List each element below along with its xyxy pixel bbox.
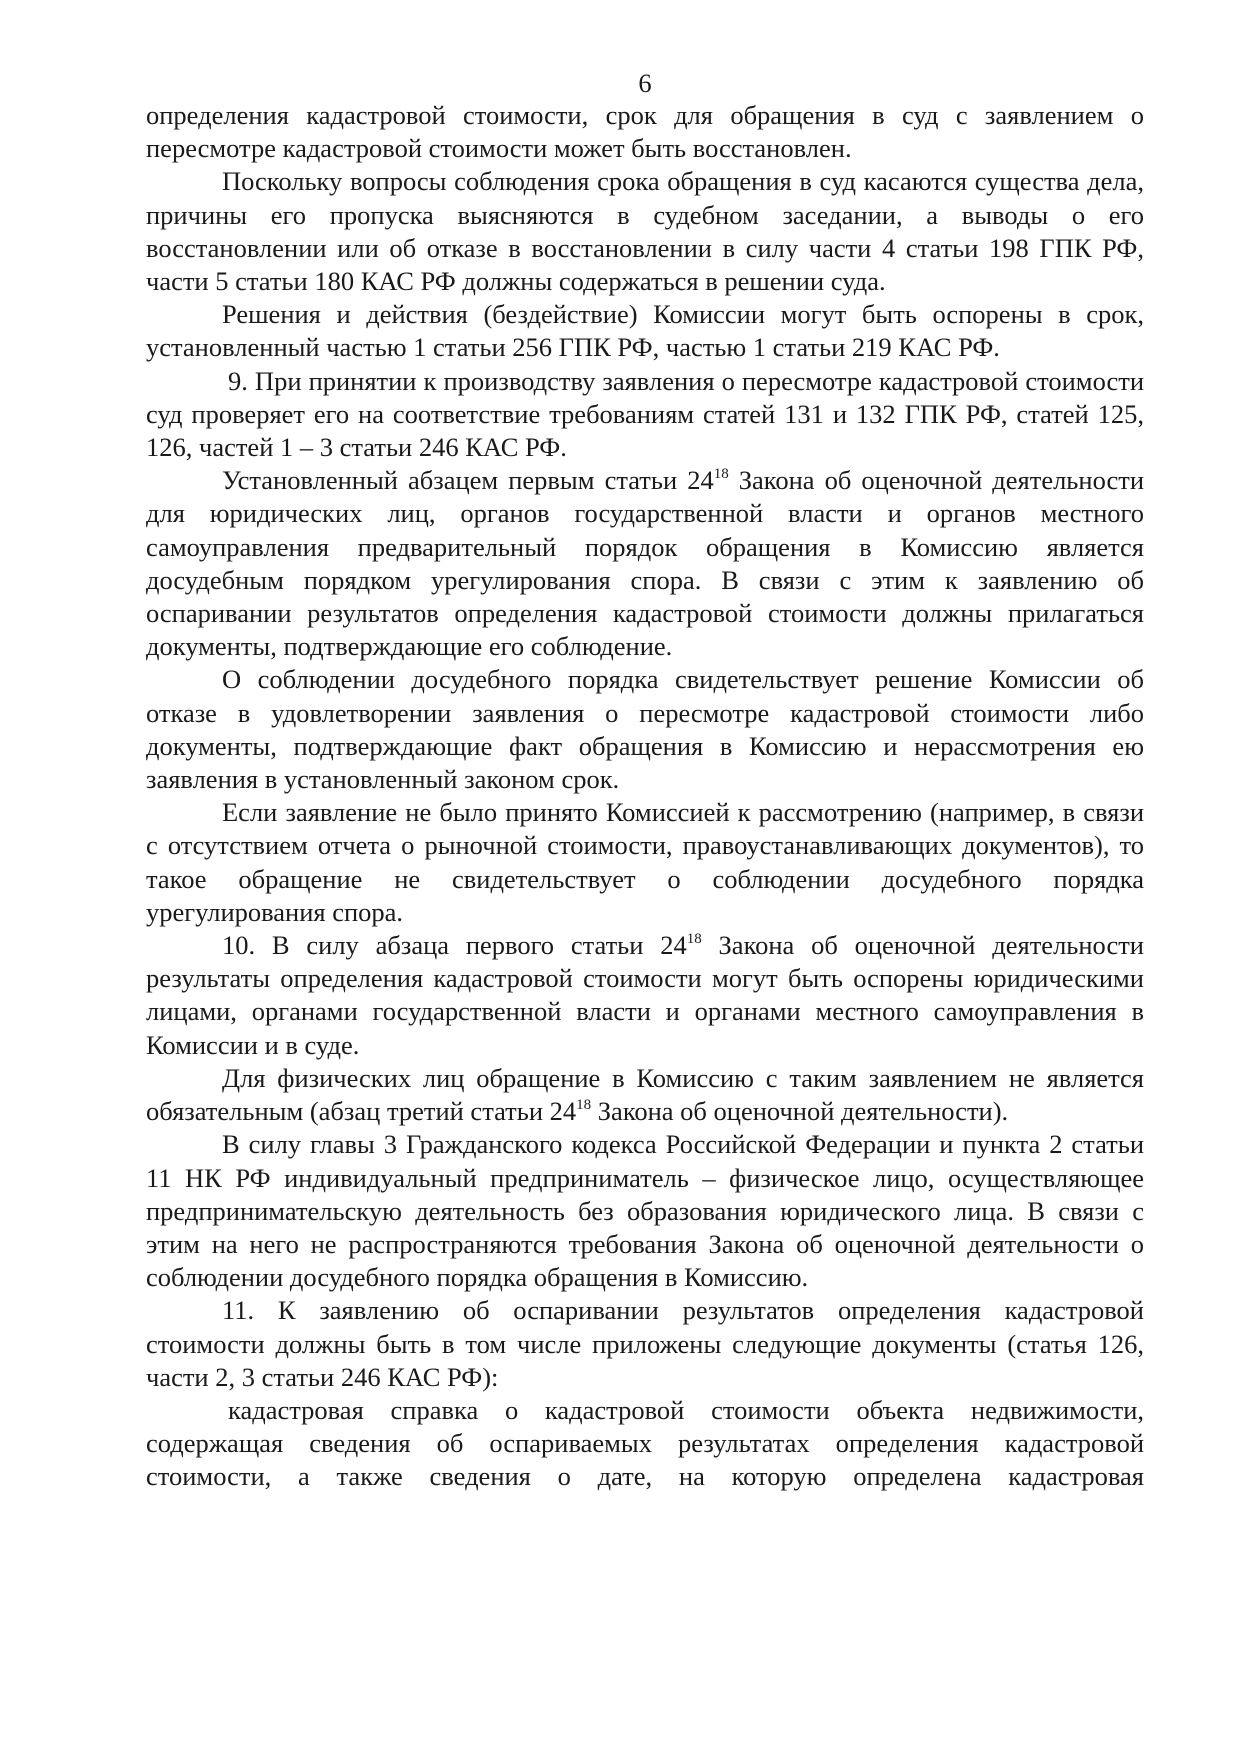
paragraph-item-10-start: 10. В силу абзаца первого статьи 24 bbox=[222, 930, 687, 961]
paragraph-item-11: 11. К заявлению об оспаривании результатов определения кадастровой стоимости должны быть в том числе приложены следующие документы (статья 126, части 2, 3 статьи 246 КАС РФ): bbox=[146, 1295, 1144, 1392]
paragraph-entrepreneur: В силу главы 3 Гражданского кодекса Российской Федерации и пункта 2 статьи 11 НК РФ индивидуальный предприниматель – физическое лицо, осуществляющее предпринимательскую деятельность без образования юридического лица. В связи с этим на него не распространяются требования Закона об оценочной деятельности о соблюдении досудебного порядка обращения в Комиссию. bbox=[146, 1129, 1144, 1293]
paragraph-individuals bbox=[146, 1062, 1144, 1128]
document-page bbox=[146, 68, 1144, 1728]
paragraph-item-10 bbox=[146, 929, 1144, 1062]
superscript-article-index: 18 bbox=[713, 466, 729, 483]
paragraph-pretrial-procedure bbox=[146, 464, 1144, 663]
paragraph-continuation: определения кадастровой стоимости, срок для обращения в суд с заявлением о пересмотре кадастровой стоимости может быть восстановлен. bbox=[146, 100, 1144, 164]
paragraph-deadline-merits: Поскольку вопросы соблюдения срока обращения в суд касаются существа дела, причины его пропуска выясняются в судебном заседании, а выводы о его восстановлении или об отказе в восстановлении в силу части 4 статьи 198 ГПК РФ, части 5 статьи 180 КАС РФ должны содержаться в решении суда. bbox=[146, 166, 1144, 297]
page-number: 6 bbox=[638, 68, 652, 98]
paragraph-pretrial-evidence: О соблюдении досудебного порядка свидетельствует решение Комиссии об отказе в удовлетворении заявления о пересмотре кадастровой стоимости либо документы, подтверждающие факт обращения в Комиссию и нерассмотрения ею заявления в установленный законом срок. bbox=[146, 664, 1144, 795]
paragraph-pretrial-procedure-end: Закона об оценочной деятельности для юридических лиц, органов государственной власти и органов местного самоуправления предварительный порядок обращения в Комиссию является досудебным порядком урегулирования спора. В связи с этим к заявлению об оспаривании результатов определения кадастровой стоимости должны прилагаться документы, подтверждающие его соблюдение. bbox=[146, 465, 1144, 662]
paragraph-item-9: 9. При принятии к производству заявления о пересмотре кадастровой стоимости суд проверяет его на соответствие требованиям статей 131 и 132 ГПК РФ, статей 125, 126, частей 1 – 3 статьи 246 КАС РФ. bbox=[146, 365, 1144, 463]
document-body bbox=[146, 99, 1144, 1494]
paragraph-individuals-start: Для физических лиц обращение в Комиссию с таким заявлением не является обязательным (абзац третий статьи 24 bbox=[146, 1062, 1144, 1127]
paragraph-individuals-end: Закона об оценочной деятельности). bbox=[591, 1096, 1009, 1127]
paragraph-not-accepted: Если заявление не было принято Комиссией к рассмотрению (например, в связи с отсутствием отчета о рыночной стоимости, правоустанавливающих документов), то такое обращение не свидетельствует о соблюдении досудебного порядка урегулирования спора. bbox=[146, 797, 1144, 927]
paragraph-item-10-end: Закона об оценочной деятельности результаты определения кадастровой стоимости могут быть оспорены юридическими лицами, органами государственной власти и органами местного самоуправления в Комиссии и в суде. bbox=[146, 930, 1144, 1060]
paragraph-pretrial-procedure-start: Установленный абзацем первым статьи 24 bbox=[222, 465, 714, 496]
superscript-article-index: 18 bbox=[576, 1097, 592, 1114]
paragraph-commission-decisions: Решения и действия (бездействие) Комиссии могут быть оспорены в срок, установленный частью 1 статьи 256 ГПК РФ, частью 1 статьи 219 КАС РФ. bbox=[146, 299, 1144, 363]
paragraph-cadastral-certificate: кадастровая справка о кадастровой стоимости объекта недвижимости, содержащая сведения об оспариваемых результатах определения кадастровой стоимости, а также сведения о дате, на которую определена кадастровая bbox=[146, 1394, 1144, 1492]
superscript-article-index: 18 bbox=[686, 931, 702, 948]
